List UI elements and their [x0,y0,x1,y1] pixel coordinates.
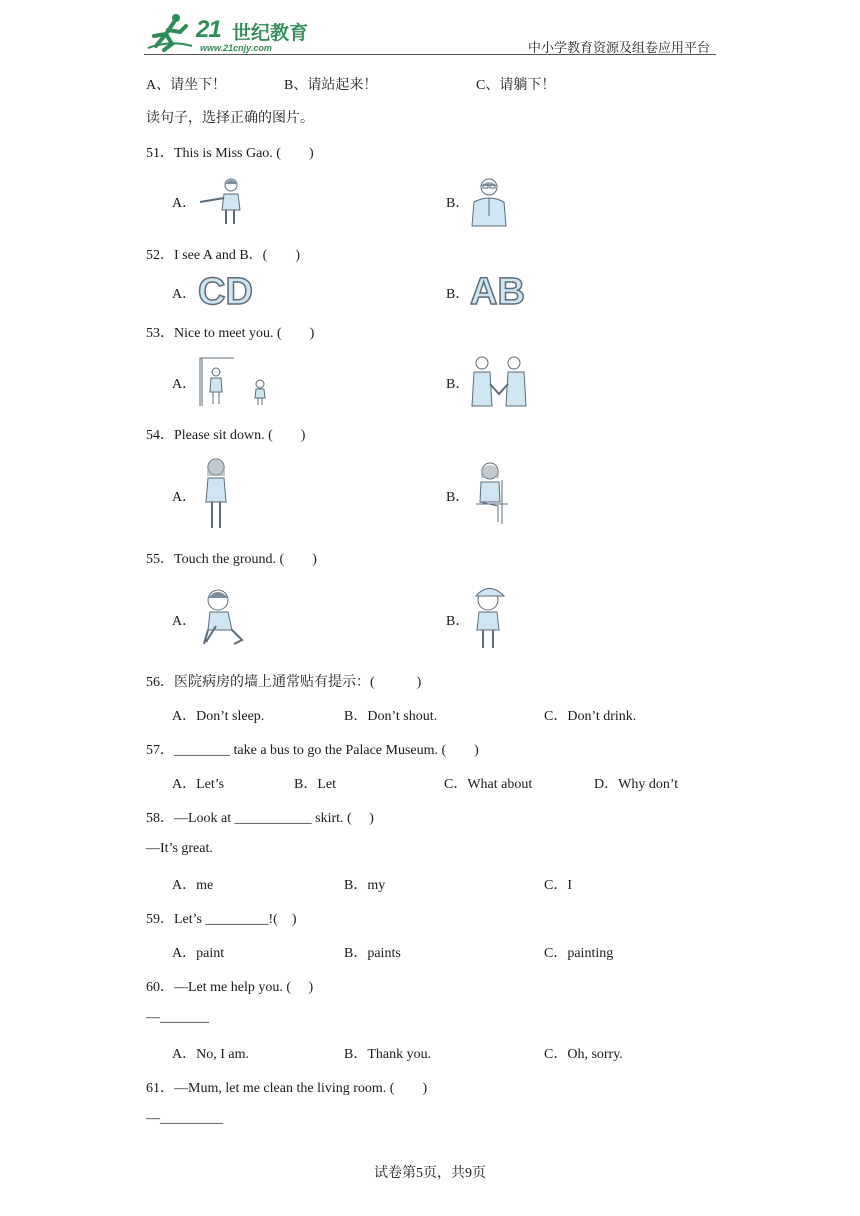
q52-option-a-label: A． [172,287,197,302]
question-55: 55．Touch the ground. ( ) [146,552,317,567]
q58-response: —It’s great. [146,841,213,856]
q51-option-b-label: B． [446,196,470,211]
logo-number: 21 [196,16,221,43]
question-61: 61．—Mum, let me clean the living room. ( ) [146,1081,428,1096]
men-shaking-hands-icon [468,354,530,408]
q58-option-b: B．my [344,878,386,893]
boy-with-cap-icon [468,584,508,652]
q59-option-b: B．paints [344,946,401,961]
q57-option-d: D．Why don’t [594,777,679,792]
q59-option-a: A．paint [172,946,225,961]
question-57: 57．________ take a bus to go the Palace Museum. ( ) [146,743,479,758]
letters-ab-icon [468,270,540,310]
q59-option-c: C．painting [544,946,614,961]
question-52: 52．I see A and B．( ) [146,248,300,263]
logo-text: 世纪教育 [232,22,309,44]
woman-teacher-pointing-icon [196,176,248,226]
q57-option-c: C．What about [444,777,533,792]
question-60: 60．—Let me help you. ( ) [146,980,314,995]
girl-standing-icon [198,456,234,532]
girl-sitting-chair-icon [468,460,516,526]
q58-option-c: C．I [544,878,572,893]
q61-response: —_________ [146,1111,223,1126]
section-instruction: 读句子，选择正确的图片。 [146,111,314,126]
letters-cd-text: CD [198,271,253,310]
q60-response: —_______ [146,1010,209,1025]
q54-option-b-label: B． [446,490,470,505]
question-51: 51．This is Miss Gao. ( ) [146,146,314,161]
q54-option-a-label: A． [172,490,197,505]
page-footer: 试卷第5页，共9页 [374,1166,486,1181]
question-53: 53．Nice to meet you. ( ) [146,326,315,341]
q55-option-a-label: A． [172,614,197,629]
boy-crouching-icon [196,586,246,648]
q60-option-b: B．Thank you. [344,1047,432,1062]
letters-cd-icon [196,270,268,310]
q51-option-a-label: A． [172,196,197,211]
q58-option-a: A．me [172,878,214,893]
q52-option-b-label: B． [446,287,470,302]
site-logo [146,12,316,56]
logo-url: www.21cnjy.com [200,43,272,53]
q57-option-b: B．Let [294,777,336,792]
old-man-teacher-icon [466,176,512,228]
q57-option-a: A．Let’s [172,777,225,792]
question-56: 56．医院病房的墙上通常贴有提示：( ) [146,675,422,690]
q56-option-b: B．Don’t shout. [344,709,438,724]
doorway-children-icon [198,354,272,408]
question-59: 59．Let’s _________!( ) [146,912,297,927]
letters-ab-text: AB [470,271,525,310]
q55-option-b-label: B． [446,614,470,629]
q60-option-a: A．No, I am. [172,1047,249,1062]
q56-option-c: C．Don’t drink. [544,709,637,724]
prev-option-b: B、请站起来！ [284,78,378,93]
q60-option-c: C．Oh, sorry. [544,1047,623,1062]
prev-option-c: C、请躺下！ [476,78,556,93]
question-58: 58．—Look at ___________ skirt. ( ) [146,811,374,826]
question-54: 54．Please sit down. ( ) [146,428,306,443]
platform-name: 中小学教育资源及组卷应用平台 [527,40,710,55]
q53-option-a-label: A． [172,377,197,392]
runner-logo-icon [146,12,194,52]
q56-option-a: A．Don’t sleep. [172,709,265,724]
q53-option-b-label: B． [446,377,470,392]
header-divider [144,54,716,55]
prev-option-a: A、请坐下！ [146,78,227,93]
